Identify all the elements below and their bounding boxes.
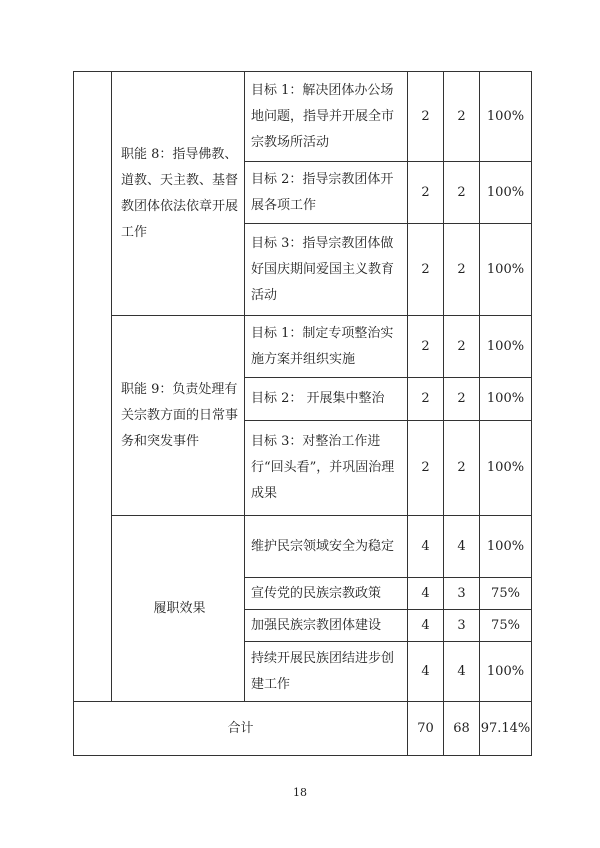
- table-row: [74, 72, 532, 162]
- goal-text: 维护民宗领域安全为稳定: [245, 516, 408, 578]
- completion-rate: 100%: [480, 162, 532, 224]
- actual-score: 2: [444, 378, 480, 421]
- actual-score: 2: [444, 224, 480, 316]
- completion-rate: 100%: [480, 72, 532, 162]
- completion-rate: 100%: [480, 642, 532, 702]
- actual-score: 2: [444, 421, 480, 516]
- planned-score: 4: [408, 516, 444, 578]
- goal-text: 目标 1：解决团体办公场地问题，指导并开展全市宗教场所活动: [245, 72, 408, 162]
- function-label: 职能 8：指导佛教、道教、天主教、基督教团体依法依章开展工作: [112, 72, 245, 316]
- completion-rate: 100%: [480, 316, 532, 378]
- planned-score: 2: [408, 378, 444, 421]
- total-rate: 97.14%: [480, 702, 532, 756]
- completion-rate: 100%: [480, 224, 532, 316]
- planned-score: 2: [408, 162, 444, 224]
- table-row: [74, 316, 532, 378]
- planned-score: 2: [408, 72, 444, 162]
- planned-score: 2: [408, 224, 444, 316]
- completion-rate: 100%: [480, 378, 532, 421]
- goal-text: 加强民族宗教团体建设: [245, 610, 408, 642]
- goal-text: 持续开展民族团结进步创建工作: [245, 642, 408, 702]
- actual-score: 2: [444, 316, 480, 378]
- goal-text: 目标 1：制定专项整治实施方案并组织实施: [245, 316, 408, 378]
- planned-score: 4: [408, 610, 444, 642]
- goal-text: 目标 2：指导宗教团体开展各项工作: [245, 162, 408, 224]
- actual-score: 2: [444, 162, 480, 224]
- category-cell: [74, 72, 112, 702]
- completion-rate: 100%: [480, 421, 532, 516]
- actual-score: 4: [444, 516, 480, 578]
- goal-text: 宣传党的民族宗教政策: [245, 578, 408, 610]
- completion-rate: 75%: [480, 578, 532, 610]
- function-label: 职能 9：负责处理有关宗教方面的日常事务和突发事件: [112, 316, 245, 516]
- planned-score: 2: [408, 421, 444, 516]
- total-planned: 70: [408, 702, 444, 756]
- actual-score: 4: [444, 642, 480, 702]
- goal-text: 目标 3：指导宗教团体做好国庆期间爱国主义教育活动: [245, 224, 408, 316]
- completion-rate: 100%: [480, 516, 532, 578]
- total-row: [74, 702, 532, 756]
- function-label: 履职效果: [112, 516, 245, 702]
- goal-text: 目标 2： 开展集中整治: [245, 378, 408, 421]
- completion-rate: 75%: [480, 610, 532, 642]
- goal-text: 目标 3：对整治工作进行“回头看”，并巩固治理成果: [245, 421, 408, 516]
- table-row: [74, 516, 532, 578]
- actual-score: 3: [444, 610, 480, 642]
- planned-score: 4: [408, 642, 444, 702]
- planned-score: 2: [408, 316, 444, 378]
- planned-score: 4: [408, 578, 444, 610]
- page-number: 18: [293, 786, 307, 799]
- performance-table: [73, 71, 532, 756]
- actual-score: 3: [444, 578, 480, 610]
- total-actual: 68: [444, 702, 480, 756]
- total-label: 合计: [74, 702, 408, 756]
- actual-score: 2: [444, 72, 480, 162]
